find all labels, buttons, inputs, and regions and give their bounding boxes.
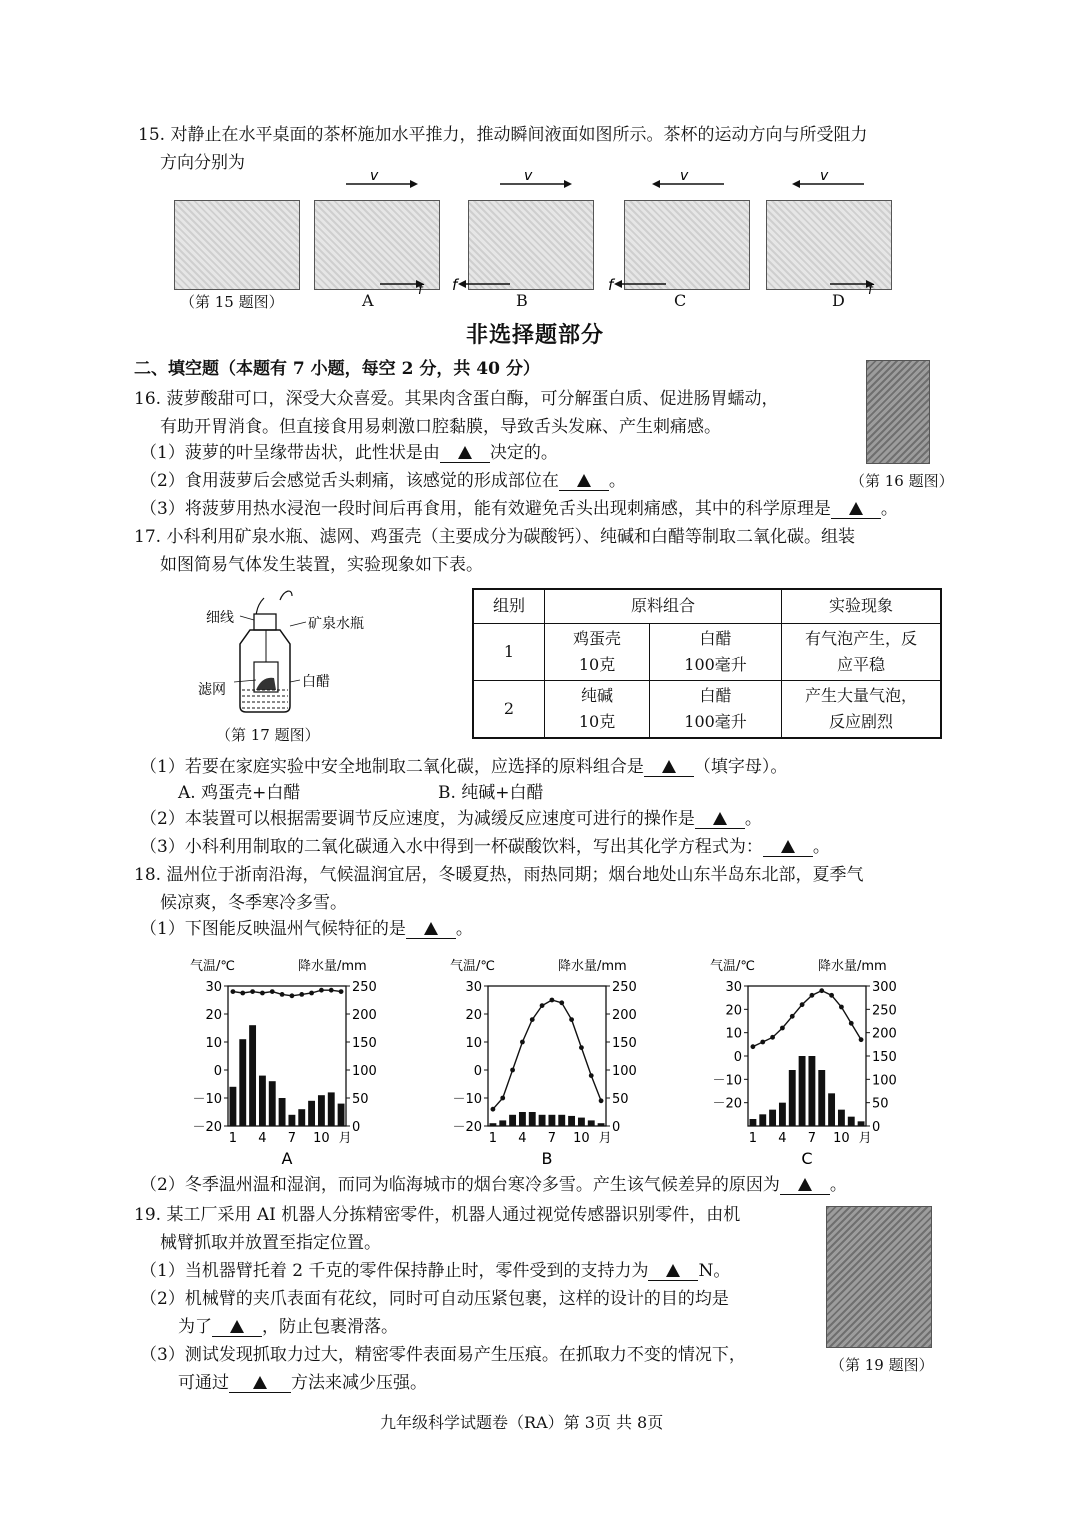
temperature-point [859,1037,864,1042]
q16-line2: 有助开胃消食。但直接食用易刺激口腔黏膜，导致舌头发麻、产生刺痛感。 [160,417,721,437]
x-tick-label: 4 [258,1131,267,1146]
temperature-point [559,1000,564,1005]
precip-bar [519,1112,526,1126]
precip-bar [239,1039,246,1126]
y-tick-label-right: 50 [352,1092,369,1107]
temperature-point [270,989,275,994]
robot-arm-photo [826,1206,932,1348]
y-tick-label-right: 250 [352,980,377,995]
y-tick-label-left: 20 [465,1008,482,1023]
temperature-point [500,1096,505,1101]
y-tick-label-right: 200 [872,1026,897,1042]
q17-sub1-tail: （填字母）。 [693,757,788,777]
y-tick-label-right: 250 [872,1003,897,1019]
y-tick-label-right: 150 [872,1050,897,1065]
q19-sub1 [140,1260,730,1282]
precip-bar [838,1110,845,1126]
y-tick-label-left: 20 [205,1008,222,1023]
velocity-arrow-c [650,170,730,192]
q19-line1: 19. 某工厂采用 AI 机器人分拣精密零件，机器人通过视觉传感器识别零件，由机 [134,1205,741,1225]
temperature-point [250,989,255,994]
table-cell: 1 [473,623,545,680]
table-cell: 纯碱 10克 [545,680,650,738]
q17-sub2-text: （2）本装置可以根据需要调节反应速度，为减缓反应速度可进行的操作是 [140,809,695,829]
option-a-label: A [362,291,374,310]
option-b-label: B [516,291,528,310]
temperature-point [760,1040,765,1045]
velocity-label-c: v [680,170,689,184]
x-tick-label: 10 [313,1131,330,1146]
q19-fig-caption: （第 19 题图） [830,1356,934,1374]
answer-blank[interactable] [229,1374,291,1393]
y-tick-label-right: 200 [352,1008,377,1023]
y-axis-title-right: 降水量/mm [298,959,367,974]
answer-blank[interactable] [644,758,694,777]
q18-sub2 [140,1174,847,1196]
q16-sub1-tail: 决定的。 [489,443,558,463]
y-tick-label-right: 200 [612,1008,637,1023]
climate-chart-a [186,948,386,1170]
y-tick-label-right: 50 [612,1092,629,1107]
section-title: 非选择题部分 [466,323,605,348]
y-tick-label-left: －10 [192,1092,222,1107]
label-bottle: 矿泉水瓶 [308,616,364,632]
temperature-point [240,991,245,996]
precip-bar [848,1117,855,1126]
answer-triangle-icon [577,474,591,487]
q17-option-b: B. 纯碱+白醋 [438,783,544,803]
temperature-point [599,1098,604,1103]
temperature-point [510,1068,515,1073]
table-cell: 白醋 100毫升 [650,623,782,680]
precip-bar [818,1070,825,1126]
table-cell: 产生大量气泡， 反应剧烈 [782,680,942,738]
x-tick-label: 1 [748,1131,758,1146]
q18-sub1-text: （1）下图能反映温州气候特征的是 [140,919,406,939]
q17-line2: 如图简易气体发生装置，实验现象如下表。 [160,555,483,575]
precip-bar [598,1123,605,1126]
precip-bar [318,1095,325,1126]
q19-sub3-tail: 方法来减少压强。 [291,1373,427,1393]
q17-fig-caption: （第 17 题图） [216,726,320,744]
friction-label-a: f [418,283,423,296]
part2-title: 二、填空题（本题有 7 小题，每空 2 分，共 40 分） [134,359,540,379]
precip-bar [828,1093,835,1126]
q15-line1: 15. 对静止在水平桌面的茶杯施加水平推力，推动瞬间液面如图所示。茶杯的运动方向与所受阻力 [138,125,868,145]
y-axis-title-right: 降水量/mm [818,959,887,974]
velocity-arrow-d [790,170,870,192]
precip-bar [279,1098,286,1126]
answer-triangle-icon [458,446,472,459]
q19-sub2 [178,1316,398,1338]
velocity-label-a: v [370,170,379,184]
temperature-point [810,993,815,998]
plot-frame [748,986,866,1126]
temperature-point [540,1003,545,1008]
temperature-point [839,1005,844,1010]
precip-bar [858,1121,865,1126]
y-tick-label-left: 0 [473,1064,482,1079]
velocity-arrow-a [340,170,420,192]
precip-bar [578,1118,585,1126]
precip-bar [229,1087,236,1126]
precip-bar [288,1115,295,1126]
q16-sub2 [140,470,626,492]
option-d-label: D [832,291,845,310]
precip-bar [539,1115,546,1126]
q18-sub1-tail: 。 [455,919,473,939]
y-tick-label-left: 30 [205,980,222,995]
x-tick-label: 4 [518,1131,527,1146]
y-tick-label-left: 10 [725,1026,742,1042]
temperature-point [589,1073,594,1078]
temperature-point [579,1045,584,1050]
answer-triangle-icon [849,502,863,515]
q18-line1: 18. 温州位于浙南沿海，气候温润宜居，冬暖夏热，雨热同期；烟台地处山东半岛东北部，夏季气 [134,865,864,885]
q15-fig-caption: （第 15 题图） [180,293,284,311]
answer-blank[interactable] [212,1318,262,1337]
temperature-point [849,1021,854,1026]
y-tick-label-right: 0 [352,1120,361,1135]
q17-sub2 [140,808,762,830]
climate-chart-b [446,948,646,1170]
precip-bar [759,1114,766,1126]
q16-fig-caption: （第 16 题图） [850,472,954,490]
temperature-point [260,991,265,996]
chart-option-label: B [541,1149,553,1168]
temperature-point [829,993,834,998]
precip-bar [249,1025,256,1126]
temperature-point [550,998,555,1003]
temperature-point [530,1017,535,1022]
table-row [473,623,941,680]
temperature-point [790,1014,795,1019]
precip-bar [769,1110,776,1126]
temperature-point [520,1040,525,1045]
precip-bar [588,1120,595,1126]
x-tick-label: 10 [573,1131,590,1146]
friction-label-c: f [608,276,614,294]
y-axis-title-left: 气温/℃ [190,959,235,974]
precip-bar [489,1123,496,1126]
table-header: 实验现象 [782,589,942,623]
y-tick-label-left: 20 [725,1003,742,1019]
y-tick-label-left: －20 [192,1120,222,1135]
q18-line2: 候凉爽，冬季寒冷多雪。 [160,893,347,913]
x-axis-unit: 月 [858,1131,872,1146]
x-tick-label: 7 [287,1131,297,1146]
answer-blank[interactable] [559,472,609,491]
y-tick-label-right: 0 [612,1120,621,1135]
q17-sub1-text: （1）若要在家庭实验中安全地制取二氧化碳，应选择的原料组合是 [140,757,644,777]
q17-option-a: A. 鸡蛋壳+白醋 [178,783,301,803]
temperature-point [319,988,324,993]
q19-sub2-tail: ，防止包裹滑落。 [262,1317,398,1337]
x-tick-label: 7 [807,1131,817,1146]
y-tick-label-right: 50 [872,1096,889,1112]
answer-blank[interactable] [406,920,456,939]
q16-line1: 16. 菠萝酸甜可口，深受大众喜爱。其果肉含蛋白酶，可分解蛋白质、促进肠胃蠕动， [134,389,779,409]
q16-sub3-tail: 。 [880,499,898,519]
friction-arrow-a [380,276,430,296]
pineapple-photo [866,360,930,464]
answer-blank[interactable] [695,810,745,829]
y-tick-label-left: 10 [465,1036,482,1051]
q17-sub3-tail: 。 [812,837,830,857]
friction-arrow-b [452,276,512,296]
plot-frame [488,986,606,1126]
precip-bar [259,1076,266,1126]
q17-sub3-text: （3）小科利用制取的二氧化碳通入水中得到一杯碳酸饮料，写出其化学方程式为： [140,837,763,857]
temperature-line [753,991,861,1047]
temperature-point [299,992,304,997]
temperature-line [493,1000,601,1109]
precip-bar [779,1103,786,1126]
table-cell: 2 [473,680,545,738]
q19-sub1-text: （1）当机器臂托着 2 千克的零件保持静止时，零件受到的支持力为 [140,1261,649,1281]
page-footer: 九年级科学试题卷（RA）第 3页 共 8页 [380,1413,664,1432]
y-tick-label-left: －20 [452,1120,482,1135]
temperature-point [329,988,334,993]
x-axis-unit: 月 [338,1131,352,1146]
y-tick-label-left: 0 [213,1064,222,1079]
option-c-label: C [674,291,687,310]
answer-triangle-icon [662,760,676,773]
temperature-point [800,1002,805,1007]
y-tick-label-left: 10 [205,1036,222,1051]
precip-bar [308,1101,315,1126]
label-net: 滤网 [198,682,226,698]
precip-bar [808,1056,815,1126]
temperature-point [770,1035,775,1040]
x-tick-label: 1 [488,1131,498,1146]
table-header: 组别 [473,589,545,623]
y-axis-title-left: 气温/℃ [710,959,755,974]
precip-bar [799,1056,806,1126]
answer-blank[interactable] [440,444,490,463]
y-tick-label-right: 150 [352,1036,377,1051]
climate-chart-c [706,948,906,1170]
q15-line2: 方向分别为 [160,153,245,173]
x-tick-label: 1 [228,1131,238,1146]
temperature-line [233,990,341,996]
answer-blank[interactable] [648,1262,698,1281]
q19-sub3-line1: （3）测试发现抓取力过大，精密零件表面易产生压痕。在抓取力不变的情况下， [140,1345,746,1365]
friction-label-b: f [452,276,458,294]
q16-sub2-text: （2）食用菠萝后会感觉舌头刺痛，该感觉的形成部位在 [140,471,559,491]
experiment-table [472,588,942,739]
temperature-point [751,1044,756,1049]
precip-bar [568,1116,575,1126]
y-axis-title-left: 气温/℃ [450,959,495,974]
label-thread: 细线 [206,610,234,626]
precip-bar [749,1119,756,1126]
q16-sub3 [140,498,898,520]
q19-sub3-text: 可通过 [178,1373,229,1393]
y-tick-label-left: 30 [725,980,742,995]
y-tick-label-left: －10 [452,1092,482,1107]
table-cell: 鸡蛋壳 10克 [545,623,650,680]
q19-sub1-tail: N。 [698,1261,731,1281]
q15-cup-photo-static [174,200,300,290]
temperature-point [780,1026,785,1031]
precip-bar [558,1115,565,1126]
y-tick-label-left: －10 [712,1073,742,1089]
q19-line2: 械臂抓取并放置至指定位置。 [160,1233,381,1253]
x-tick-label: 7 [547,1131,557,1146]
y-tick-label-right: 250 [612,980,637,995]
temperature-point [819,988,824,993]
q17-sub2-tail: 。 [744,809,762,829]
precip-bar [548,1115,555,1126]
answer-blank[interactable] [763,838,813,857]
answer-triangle-icon [798,1178,812,1191]
q16-sub3-text: （3）将菠萝用热水浸泡一段时间后再食用，能有效避免舌头出现刺痛感，其中的科学原理是 [140,499,831,519]
table-cell: 白醋 100毫升 [650,680,782,738]
temperature-point [491,1107,496,1112]
temperature-point [280,992,285,997]
x-axis-unit: 月 [598,1131,612,1146]
precip-bar [529,1112,536,1126]
q17-sub1 [140,756,787,778]
q18-sub1 [140,918,473,940]
friction-label-d: f [868,283,873,296]
temperature-point [231,989,236,994]
q18-sub2-tail: 。 [829,1175,847,1195]
q18-sub2-text: （2）冬季温州温和湿润，而同为临海城市的烟台寒冷多雪。产生该气候差异的原因为 [140,1175,780,1195]
q17-sub3 [140,836,830,858]
y-tick-label-right: 100 [352,1064,377,1079]
answer-triangle-icon [781,840,795,853]
y-tick-label-left: －20 [712,1096,742,1112]
chart-option-label: A [281,1149,293,1168]
answer-triangle-icon [230,1320,244,1333]
q19-sub3 [178,1372,427,1394]
x-tick-label: 10 [833,1131,850,1146]
y-tick-label-left: 0 [733,1050,742,1065]
answer-triangle-icon [666,1264,680,1277]
table-row [473,680,941,738]
temperature-point [339,989,344,994]
answer-triangle-icon [424,922,438,935]
answer-triangle-icon [253,1376,267,1389]
y-tick-label-right: 150 [612,1036,637,1051]
y-tick-label-right: 100 [612,1064,637,1079]
precip-bar [499,1120,506,1126]
velocity-arrow-b [494,170,574,192]
q17-line1: 17. 小科利用矿泉水瓶、滤网、鸡蛋壳（主要成分为碳酸钙）、纯碱和白醋等制取二氧化碳。组装 [134,527,855,547]
precip-bar [328,1092,335,1126]
table-header: 原料组合 [545,589,782,623]
q19-sub2-line1: （2）机械臂的夹爪表面有花纹，同时可自动压紧包裹，这样的设计的目的均是 [140,1289,729,1309]
chart-option-label: C [801,1149,813,1168]
friction-arrow-c [608,276,668,296]
temperature-point [290,993,295,998]
precip-bar [298,1109,305,1126]
precip-bar [269,1081,276,1126]
answer-triangle-icon [713,812,727,825]
gas-generator-diagram [196,590,376,720]
precip-bar [509,1115,516,1126]
precip-bar [338,1104,345,1126]
answer-blank[interactable] [831,500,881,519]
table-cell: 有气泡产生，反 应平稳 [782,623,942,680]
q16-sub1-text: （1）菠萝的叶呈缘带齿状，此性状是由 [140,443,440,463]
y-tick-label-right: 100 [872,1073,897,1089]
velocity-label-d: v [820,170,829,184]
label-vinegar: 白醋 [302,674,330,690]
q16-sub2-tail: 。 [608,471,626,491]
temperature-point [309,991,314,996]
y-axis-title-right: 降水量/mm [558,959,627,974]
q16-sub1 [140,442,558,464]
y-tick-label-right: 300 [872,980,897,995]
answer-blank[interactable] [780,1176,830,1195]
y-tick-label-left: 30 [465,980,482,995]
x-tick-label: 4 [778,1131,787,1146]
y-tick-label-right: 0 [872,1120,881,1135]
q19-sub2-text: 为了 [178,1317,212,1337]
velocity-label-b: v [524,170,533,184]
precip-bar [789,1070,796,1126]
temperature-point [569,1017,574,1022]
